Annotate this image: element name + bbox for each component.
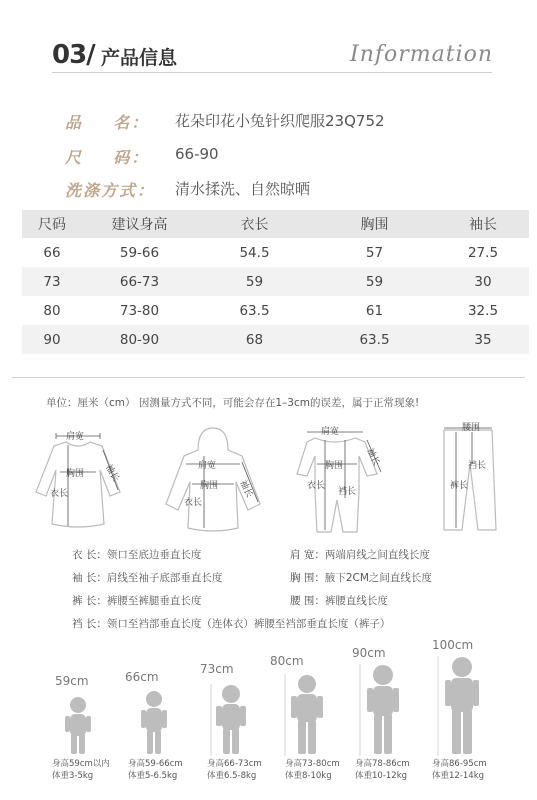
table-cell: 63.5 (312, 325, 437, 354)
height-range: 身高59cm以内 (52, 759, 110, 769)
romper-crotch-label: 裆长 (338, 487, 357, 497)
height-range: 身高66-73cm (207, 759, 262, 769)
def-term: 肩 宽： (290, 549, 325, 561)
pants-outline-icon (430, 420, 510, 540)
height-cm-label: 80cm (270, 654, 304, 668)
weight-range: 体重5-6.5kg (128, 771, 178, 781)
romper-outline-icon (285, 420, 395, 540)
table-header-cell: 建议身高 (82, 210, 197, 238)
table-header-row (22, 210, 529, 238)
def-desc: 领口至裆部垂直长度（连体衣）裤腰至裆部垂直长度（裤子） (106, 618, 391, 630)
dress-sleeve-label: 袖长 (102, 462, 121, 484)
def-term: 胸 围： (290, 572, 325, 584)
baby-silhouette-icon (134, 690, 174, 756)
size-value: 66-90 (175, 145, 219, 163)
table-cell: 68 (197, 325, 312, 354)
table-cell: 54.5 (239, 244, 270, 261)
height-stats (285, 758, 340, 782)
name-value: 花朵印花小兔针织爬服23Q752 (175, 112, 385, 130)
table-cell: 90 (22, 325, 82, 354)
table-cell: 30 (437, 267, 529, 296)
height-guide (0, 634, 537, 794)
table-cell: 63.5 (239, 302, 270, 319)
section-script-title: Information (350, 42, 494, 67)
hoodie-sleeve-label: 袖长 (237, 478, 254, 500)
toddler-silhouette-icon (209, 684, 253, 756)
romper-chest-label: 胸围 (325, 461, 344, 471)
def-crotch (72, 616, 390, 631)
table-cell: 59 (197, 267, 312, 296)
def-desc: 裤腰至裤腿垂直长度 (106, 595, 202, 607)
table-header-cell: 胸围 (312, 210, 437, 238)
wash-value: 清水揉洗、自然晾晒 (175, 180, 311, 198)
def-waist (290, 593, 388, 608)
def-pants (72, 593, 201, 608)
name-label: 品 名： (65, 113, 150, 132)
height-range: 身高73-80cm (285, 759, 340, 769)
hoodie-shoulder-label: 肩宽 (198, 461, 217, 471)
height-stats (128, 758, 183, 782)
pants-length-label: 裤长 (450, 481, 469, 491)
height-range: 身高78-86cm (355, 759, 410, 769)
def-shoulder (290, 547, 430, 562)
table-row (22, 296, 529, 325)
diagram-romper (285, 420, 395, 540)
def-term: 衣 长： (72, 549, 107, 561)
table-row (22, 238, 529, 267)
height-cm-label: 73cm (200, 662, 234, 676)
header-divider (52, 72, 492, 73)
height-cm-label: 66cm (125, 670, 159, 684)
dress-shoulder-label: 肩宽 (66, 432, 85, 442)
table-cell: 80 (43, 302, 61, 319)
table-cell: 35 (437, 325, 529, 354)
section-number: 03/ (52, 40, 95, 70)
def-term: 袖 长： (72, 572, 107, 584)
weight-range: 体重6.5-8kg (207, 771, 257, 781)
baby-silhouette-icon (58, 696, 98, 756)
section-title: 产品信息 (101, 47, 178, 69)
hoodie-chest-label: 胸围 (200, 481, 219, 491)
height-cm-label: 90cm (352, 646, 386, 660)
toddler-silhouette-icon (283, 674, 329, 756)
height-stats (432, 758, 487, 782)
def-length (72, 547, 201, 562)
dress-chest-label: 胸围 (66, 469, 85, 479)
def-desc: 两端肩线之间直线长度 (324, 549, 430, 561)
table-header-cell: 尺码 (22, 210, 82, 238)
diagram-hoodie (158, 420, 268, 540)
hoodie-length-label: 衣长 (184, 498, 203, 508)
table-cell: 80-90 (82, 325, 197, 354)
table-header-cell: 衣长 (197, 210, 312, 238)
height-range: 身高86-95cm (432, 759, 487, 769)
table-cell: 32.5 (467, 302, 499, 319)
def-term: 裆 长： (72, 618, 107, 630)
section-header (0, 0, 537, 90)
def-desc: 肩线至袖子底部垂直长度 (106, 572, 223, 584)
height-stats (207, 758, 262, 782)
diagram-pants (430, 420, 510, 540)
def-desc: 领口至底边垂直长度 (106, 549, 202, 561)
wash-label: 洗涤方式： (65, 181, 156, 200)
def-desc: 裤腰直线长度 (324, 595, 388, 607)
height-range: 身高59-66cm (128, 759, 183, 769)
table-row (22, 267, 529, 296)
table-cell: 27.5 (467, 244, 499, 261)
table-cell: 73 (22, 267, 82, 296)
romper-length-label: 衣长 (307, 481, 326, 491)
child-silhouette-icon (358, 664, 406, 756)
romper-sleeve-label: 袖长 (364, 446, 381, 468)
weight-range: 体重10-12kg (355, 771, 408, 781)
pants-crotch-label: 裆长 (468, 461, 487, 471)
table-row (22, 325, 529, 354)
def-term: 裤 长： (72, 595, 107, 607)
weight-range: 体重3-5kg (52, 771, 94, 781)
table-cell: 61 (365, 302, 384, 319)
unit-note: 单位：厘米（cm） 因测量方式不同，可能会存在1–3cm的误差，属于正常现象! (46, 397, 420, 409)
table-cell: 66-73 (82, 267, 197, 296)
pants-waist-label: 腰围 (462, 423, 481, 433)
section-divider (12, 377, 525, 378)
def-sleeve (72, 570, 222, 585)
weight-range: 体重12-14kg (432, 771, 485, 781)
diagram-dress (28, 420, 128, 540)
def-desc: 腋下2CM之间直线长度 (324, 572, 432, 584)
table-cell: 59 (312, 267, 437, 296)
table-cell: 66 (43, 244, 61, 261)
dress-length-label: 衣长 (50, 489, 69, 499)
table-cell: 57 (365, 244, 384, 261)
height-cm-label: 100cm (432, 638, 474, 652)
size-table (22, 210, 529, 354)
romper-shoulder-label: 肩宽 (321, 427, 340, 437)
def-chest (290, 570, 432, 585)
child-silhouette-icon (436, 656, 486, 756)
table-cell: 59-66 (119, 244, 160, 261)
table-cell: 73-80 (119, 302, 160, 319)
weight-range: 体重8-10kg (285, 771, 332, 781)
def-term: 腰 围： (290, 595, 325, 607)
height-stats (355, 758, 410, 782)
size-label: 尺 码： (65, 148, 150, 167)
height-stats (52, 758, 110, 782)
height-cm-label: 59cm (55, 674, 89, 688)
table-header-cell: 袖长 (437, 210, 529, 238)
